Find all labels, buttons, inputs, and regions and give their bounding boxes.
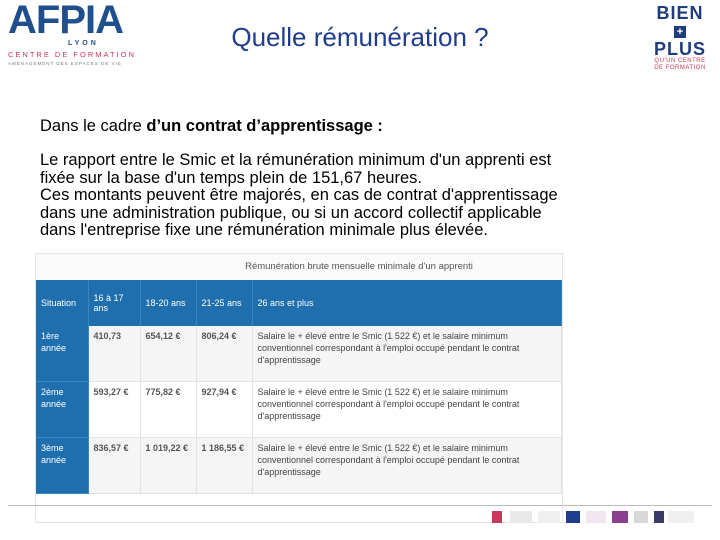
cell-value: 654,12 €: [140, 326, 196, 382]
table-row: [36, 382, 562, 438]
paragraph-line: dans une administration publique, ou si un accord collectif applicable: [40, 203, 542, 222]
header-18-20: 18-20 ans: [140, 280, 196, 326]
cell-value: 836,57 €: [88, 438, 140, 494]
header-21-25: 21-25 ans: [196, 280, 252, 326]
cell-description: Salaire le + élevé entre le Smic (1 522 €) et le salaire minimum conventionnel correspondant à l'emploi occupé pendant le contrat d'apprentissage: [252, 438, 562, 494]
bien-plus-logo-sub2: DE FORMATION: [654, 65, 706, 71]
footer-divider: [8, 505, 712, 506]
paragraph-line: Le rapport entre le Smic et la rémunération minimum d'un apprenti est: [40, 151, 552, 169]
paragraph-line: dans l'entreprise fixe une rémunération minimale plus élevée.: [40, 221, 488, 239]
remuneration-table-image: [36, 254, 562, 522]
header-16-17: 16 à 17 ans: [88, 280, 140, 326]
cell-value: 410,73: [88, 326, 140, 382]
table-caption: Rémunération brute mensuelle minimale d'un apprenti: [36, 254, 562, 280]
afpia-logo-city: LYON: [68, 40, 99, 47]
bien-plus-logo-sign: +: [674, 26, 686, 38]
bien-plus-logo: [644, 4, 716, 72]
afpia-logo-tagline: CENTRE DE FORMATION: [8, 50, 136, 59]
cell-value: 1 186,55 €: [196, 438, 252, 494]
cell-situation: 1ère année: [36, 326, 88, 382]
partner-logo: [510, 511, 532, 523]
cell-value: 593,27 €: [88, 382, 140, 438]
explanation-paragraph: [40, 152, 680, 240]
header-situation: Situation: [36, 280, 88, 326]
bien-plus-logo-word1: BIEN: [656, 3, 704, 23]
cell-situation: 3ème année: [36, 438, 88, 494]
partner-logo: [612, 511, 628, 523]
intro-prefix: Dans le cadre: [40, 117, 147, 135]
partner-logo: [634, 511, 648, 523]
partner-logos: [488, 511, 716, 527]
partner-logo: [654, 511, 664, 523]
bien-plus-logo-sub1: QU'UN CENTRE: [654, 58, 706, 64]
afpia-logo: [8, 0, 140, 68]
bien-plus-logo-word2: PLUS: [653, 39, 706, 59]
partner-logo: [668, 511, 694, 523]
cell-value: 775,82 €: [140, 382, 196, 438]
intro-bold: d’un contrat d’apprentissage :: [146, 117, 383, 135]
paragraph-line: Ces montants peuvent être majorés, en cas de contrat d'apprentissage: [40, 186, 558, 204]
cell-value: 806,24 €: [196, 326, 252, 382]
header-26-plus: 26 ans et plus: [252, 280, 562, 326]
table-row: [36, 326, 562, 382]
cell-situation: 2ème année: [36, 382, 88, 438]
afpia-logo-word: AFPIA: [8, 0, 123, 42]
paragraph-line: fixée sur la base d'un temps plein de 151,67 heures.: [40, 168, 422, 187]
cell-description: Salaire le + élevé entre le Smic (1 522 €) et le salaire minimum conventionnel correspondant à l'emploi occupé pendant le contrat d'apprentissage: [252, 382, 562, 438]
page-title: Quelle rémunération ?: [231, 22, 489, 52]
cell-description: Salaire le + élevé entre le Smic (1 522 €) et le salaire minimum conventionnel correspondant à l'emploi occupé pendant le contrat d'apprentissage: [252, 326, 562, 382]
region-logo: [492, 511, 502, 523]
table-row: [36, 438, 562, 494]
eu-flag-logo: [566, 511, 580, 523]
cell-value: 927,94 €: [196, 382, 252, 438]
cell-value: 1 019,22 €: [140, 438, 196, 494]
partner-logo: [586, 511, 606, 523]
intro-line: [40, 117, 383, 136]
table-header-row: [36, 280, 562, 326]
remuneration-table: [36, 280, 562, 494]
partner-logo: [538, 511, 560, 523]
afpia-logo-subtagline: AMÉNAGEMENT DES ESPACES DE VIE: [8, 61, 122, 66]
